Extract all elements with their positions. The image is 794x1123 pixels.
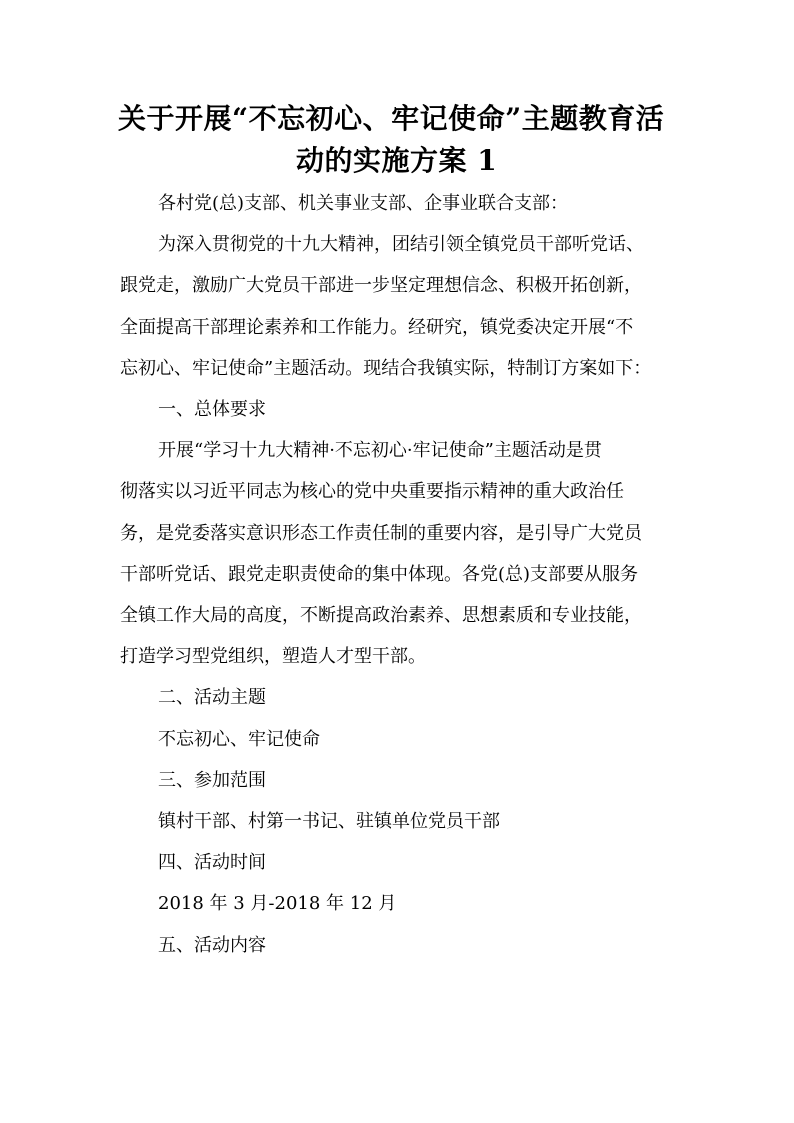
section-1-line-3: 务，是党委落实意识形态工作责任制的重要内容，是引导广大党员 [120, 522, 642, 544]
section-1-line-6: 打造学习型党组织，塑造人才型干部。 [120, 646, 426, 668]
section-4-heading: 四、活动时间 [158, 852, 266, 874]
section-3-heading: 三、参加范围 [158, 769, 266, 791]
section-1-line-1: 开展“学习十九大精神·不忘初心·牢记使命”主题活动是贯 [158, 440, 602, 462]
intro-paragraph [120, 224, 668, 389]
document-title [118, 98, 678, 182]
title-line-1: 关于开展“不忘初心、牢记使命”主题教育活 [118, 102, 665, 135]
section-1-line-4: 干部听党话、跟党走职责使命的集中体现。各党(总)支部要从服务 [120, 563, 639, 585]
section-1-heading: 一、总体要求 [158, 399, 266, 421]
section-2-heading: 二、活动主题 [158, 687, 266, 709]
intro-line-1: 为深入贯彻党的十九大精神，团结引领全镇党员干部听党话、 [158, 234, 644, 256]
document-body [120, 183, 668, 966]
section-1-line-2: 彻落实以习近平同志为核心的党中央重要指示精神的重大政治任 [120, 481, 624, 503]
section-1-line-5: 全镇工作大局的高度，不断提高政治素养、思想素质和专业技能， [120, 605, 642, 627]
intro-line-2: 跟党走，激励广大党员干部进一步坚定理想信念、积极开拓创新， [120, 275, 642, 297]
salutation: 各村党(总)支部、机关事业支部、企事业联合支部： [158, 193, 569, 214]
intro-line-4: 忘初心、牢记使命”主题活动。现结合我镇实际，特制订方案如下： [120, 357, 652, 379]
title-line-2: 动的实施方案 1 [296, 144, 498, 177]
section-3-body: 镇村干部、村第一书记、驻镇单位党员干部 [158, 811, 500, 833]
section-4-body: 2018 年 3 月-2018 年 12 月 [158, 893, 397, 915]
intro-line-3: 全面提高干部理论素养和工作能力。经研究，镇党委决定开展“不 [120, 316, 634, 338]
section-5-heading: 五、活动内容 [158, 934, 266, 956]
section-2-body: 不忘初心、牢记使命 [158, 728, 320, 750]
section-1-paragraph [120, 430, 668, 677]
